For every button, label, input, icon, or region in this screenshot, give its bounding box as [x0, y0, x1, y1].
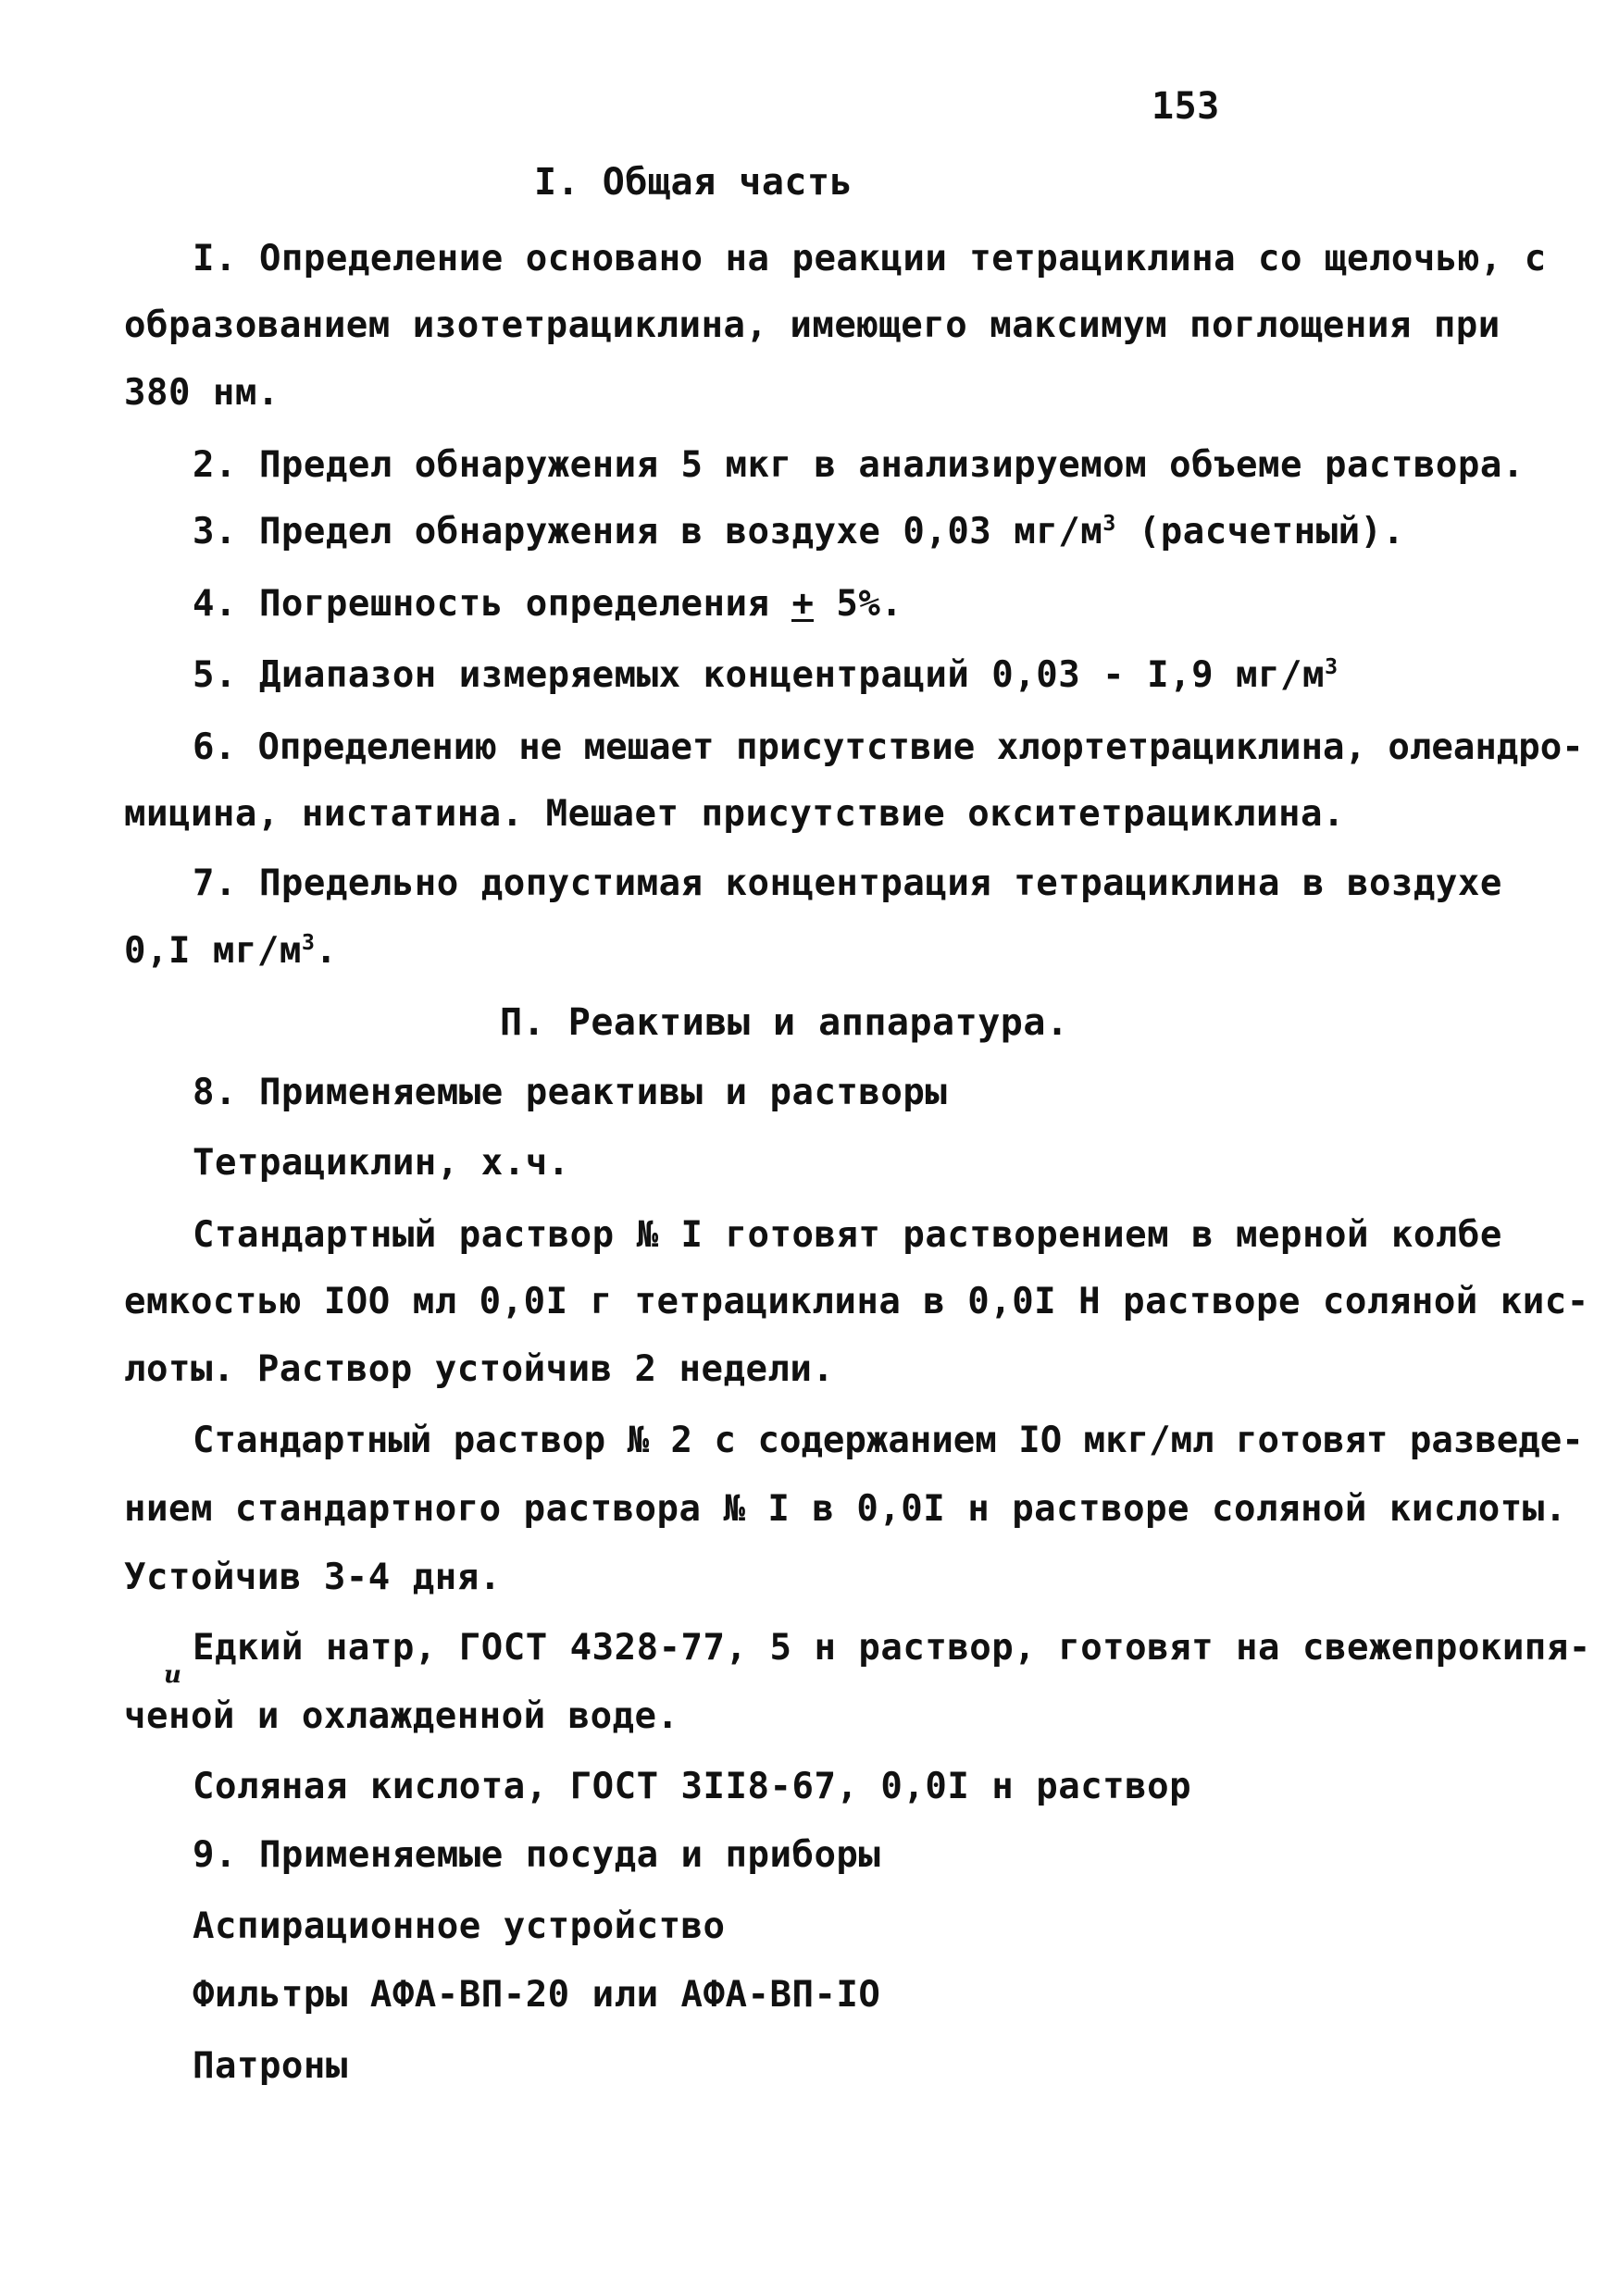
item-3: [193, 509, 1405, 555]
handwritten-correction: и: [164, 1661, 181, 1689]
cartridges: Патроны: [193, 2045, 348, 2087]
item-8: 8. Применяемые реактивы и растворы: [193, 1072, 948, 1113]
naoh-line-2: ченой и охлажденной воде.: [124, 1695, 679, 1737]
item-5-superscript: 3: [1324, 653, 1339, 679]
standard-solution-2-line-1: Стандартный раствор № 2 с содержанием IO мкг/мл готовят разведе-: [193, 1420, 1584, 1461]
item-7-line-2-tail: .: [315, 930, 338, 972]
plus-minus-sign: +: [791, 583, 815, 625]
item-4: [193, 581, 903, 627]
item-3-tail: (расчетный).: [1115, 511, 1405, 552]
item-5-text: 5. Диапазон измеряемых концентраций 0,03 - I,9 мг/м: [193, 654, 1325, 696]
item-9: 9. Применяемые посуда и приборы: [193, 1834, 881, 1876]
hydrochloric-acid: Соляная кислота, ГОСТ 3II8-67, 0,0I н раствор: [193, 1766, 1192, 1807]
standard-solution-1-line-2: емкостью IOO мл 0,0I г тетрациклина в 0,0I Н растворе соляной кис-: [124, 1281, 1589, 1322]
item-7-line-2: [124, 928, 337, 974]
standard-solution-2-line-3: Устойчив 3-4 дня.: [124, 1557, 502, 1598]
item-2: 2. Предел обнаружения 5 мкг в анализируемом объеме раствора.: [193, 444, 1525, 486]
item-1-line-1: I. Определение основано на реакции тетрациклина со щелочью, с: [193, 238, 1547, 279]
aspiration-device: Аспирационное устройство: [193, 1905, 726, 1947]
standard-solution-1-line-1: Стандартный раствор № I готовят растворением в мерной колбе: [193, 1214, 1502, 1256]
item-3-text: 3. Предел обнаружения в воздухе 0,03 мг/м: [193, 511, 1103, 552]
item-1-line-3: 380 нм.: [124, 372, 280, 414]
item-3-superscript: 3: [1102, 510, 1116, 536]
standard-solution-2-line-2: нием стандартного раствора № I в 0,0I н растворе соляной кислоты.: [124, 1488, 1567, 1530]
item-1-line-2: образованием изотетрациклина, имеющего максимум поглощения при: [124, 304, 1501, 346]
page-number: 153: [1152, 85, 1220, 128]
item-7-line-1: 7. Предельно допустимая концентрация тетрациклина в воздухе: [193, 863, 1502, 904]
item-6-line-2: мицина, нистатина. Мешает присутствие окситетрациклина.: [124, 793, 1345, 835]
item-7-superscript: 3: [301, 929, 316, 955]
item-7-line-2-text: 0,I мг/м: [124, 930, 302, 972]
standard-solution-1-line-3: лоты. Раствор устойчив 2 недели.: [124, 1348, 835, 1390]
item-5: [193, 652, 1339, 699]
item-4-text: 4. Погрешность определения: [193, 583, 792, 625]
section-1-heading: I. Общая часть: [534, 161, 853, 204]
naoh-line-1: Едкий натр, ГОСТ 4328-77, 5 н раствор, готовят на свежепрокипя-: [193, 1627, 1591, 1669]
item-4-tail: 5%.: [814, 583, 903, 625]
reagent-tetracycline: Тетрациклин, х.ч.: [193, 1142, 570, 1184]
item-6-line-1: 6. Определению не мешает присутствие хлортетрациклина, олеандро-: [193, 726, 1584, 768]
section-2-heading: П. Реактивы и аппаратура.: [500, 1001, 1069, 1044]
filters: Фильтры АФА-ВП-20 или АФА-ВП-IO: [193, 1974, 881, 2016]
